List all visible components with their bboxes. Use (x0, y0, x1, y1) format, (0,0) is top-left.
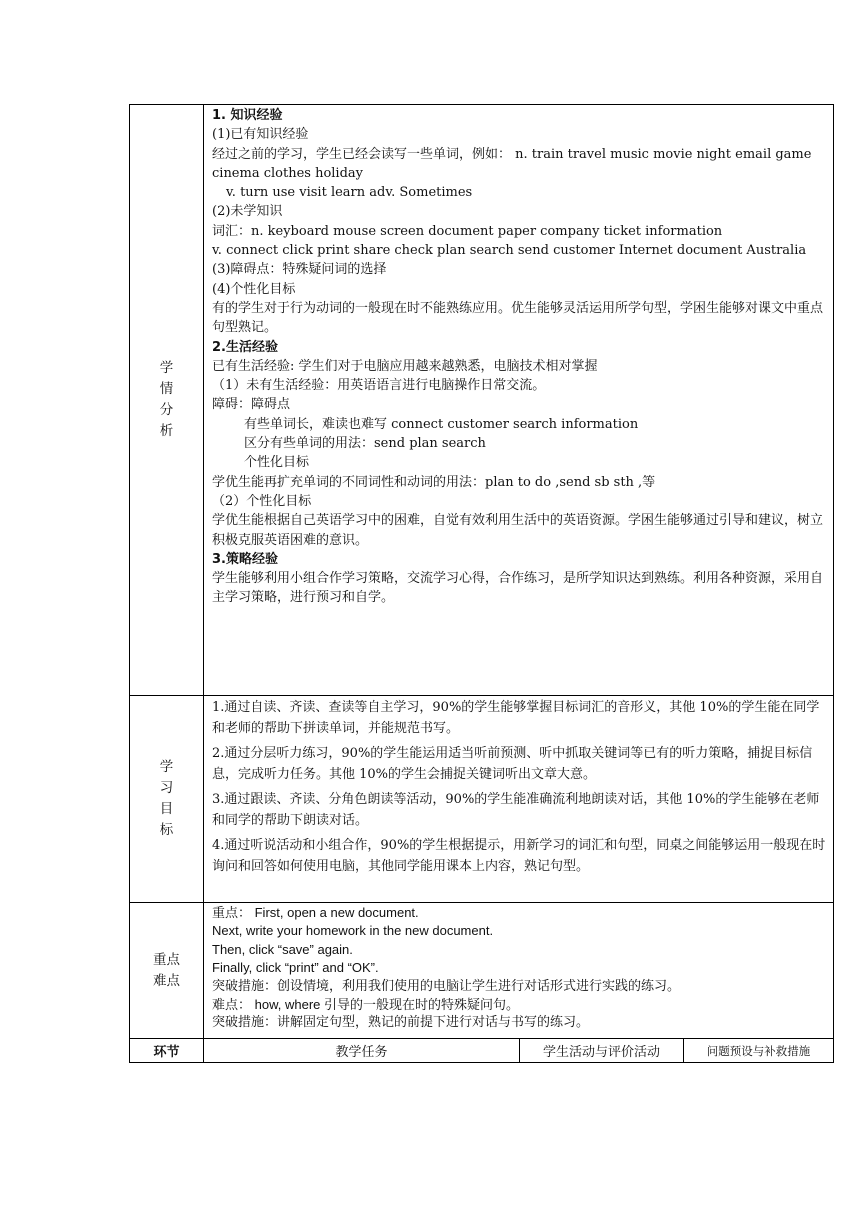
footer-col-activity: 学生活动与评价活动 (520, 1039, 684, 1063)
analysis-line: 学优生能根据自己英语学习中的困难，自觉有效利用生活中的英语资源。学困生能够通过引导和建议，树立积极克服英语困难的意识。 (212, 513, 824, 548)
analysis-line: （1）未有生活经验：用英语语言进行电脑操作日常交流。 (212, 378, 546, 394)
footer-row (130, 1039, 834, 1063)
footer-col-remedy: 问题预设与补救措施 (684, 1039, 834, 1063)
footer-col-stage: 环节 (130, 1039, 204, 1063)
keypoint-line: 突破措施：讲解固定句型，熟记的前提下进行对话与书写的练习。 (212, 1015, 590, 1031)
keypoint-line: Next, write your homework in the new document. (212, 923, 494, 939)
keypoint-line: 突破措施：创设情境，利用我们使用的电脑让学生进行对话形式进行实践的练习。 (212, 978, 681, 994)
keypoints-header (130, 903, 204, 1039)
analysis-line: 已有生活经验: 学生们对于电脑应用越来越熟悉，电脑技术相对掌握 (212, 358, 598, 374)
goal-item: 3.通过跟读、齐读、分角色朗读等活动，90%的学生能准确流利地朗读对话，其他 10%的学生能够在老师和同学的帮助下朗读对话。 (212, 792, 820, 828)
analysis-line: v. turn use visit learn adv. Sometimes (226, 185, 473, 201)
goals-row (130, 696, 834, 903)
analysis-row (130, 105, 834, 696)
analysis-header (130, 105, 204, 696)
header-char: 析 (159, 423, 174, 439)
analysis-line: 障碍：障碍点 (212, 397, 291, 413)
goal-item: 2.通过分层听力练习，90%的学生能运用适当听前预测、听中抓取关键词等已有的听力策略，捕捉目标信息，完成听力任务。其他 10%的学生会捕捉关键词听出文章大意。 (212, 746, 813, 782)
header-char: 学 (159, 759, 174, 775)
analysis-content (204, 105, 834, 696)
goal-item: 1.通过自读、齐读、查读等自主学习，90%的学生能够掌握目标词汇的音形义，其他 10%的学生能在同学和老师的帮助下拼读单词，并能规范书写。 (212, 700, 820, 736)
header-line: 重点 (153, 951, 180, 968)
goal-item: 4.通过听说活动和小组合作，90%的学生根据提示，用新学习的词汇和句型，同桌之间能够运用一般现在时询问和回答如何使用电脑，其他同学能用课本上内容，熟记句型。 (212, 838, 826, 874)
header-char: 目 (159, 801, 174, 817)
analysis-line: 学生能够利用小组合作学习策略，交流学习心得，合作练习，是所学知识达到熟练。利用各种资源，采用自主学习策略，进行预习和自学。 (212, 571, 824, 606)
analysis-line: 经过之前的学习，学生已经会读写一些单词，例如： n. train travel music movie night email game cinema clothes holiday (212, 146, 812, 181)
keypoint-line: 难点： how, where 引导的一般现在时的特殊疑问句。 (212, 997, 519, 1013)
keypoints-row (130, 903, 834, 1039)
keypoint-line: Finally, click “print” and “OK”. (212, 960, 379, 976)
keypoint-line: 重点： First, open a new document. (212, 905, 419, 920)
analysis-line: 有些单词长，难读也难写 connect customer search information (244, 416, 639, 432)
goals-content (204, 696, 834, 903)
analysis-line: 1. 知识经验 (212, 108, 283, 123)
analysis-line: (4)个性化目标 (212, 281, 296, 297)
analysis-line: 个性化目标 (244, 455, 310, 471)
analysis-line: 2.生活经验 (212, 339, 278, 355)
analysis-line: 有的学生对于行为动词的一般现在时不能熟练应用。优生能够灵活运用所学句型，学困生能够对课文中重点句型熟记。 (212, 300, 824, 336)
analysis-line: (2)未学知识 (212, 204, 283, 220)
footer-col-task: 教学任务 (204, 1039, 520, 1063)
analysis-line: 词汇：n. keyboard mouse screen document paper company ticket information (212, 223, 723, 239)
header-char: 习 (159, 780, 174, 796)
header-char: 标 (159, 822, 174, 838)
keypoint-line: Then, click “save” again. (212, 941, 353, 957)
goals-header (130, 696, 204, 903)
analysis-line: (3)障碍点：特殊疑问词的选择 (212, 262, 387, 278)
header-char: 分 (159, 402, 174, 418)
analysis-line: (1)已有知识经验 (212, 127, 309, 143)
analysis-line: v. connect click print share check plan search send customer Internet document Australia (212, 243, 807, 259)
header-line: 难点 (153, 972, 180, 989)
analysis-line: 区分有些单词的用法：send plan search (244, 436, 486, 452)
analysis-line: （2）个性化目标 (212, 493, 312, 509)
header-char: 学 (159, 360, 174, 376)
analysis-line: 3.策略经验 (212, 551, 278, 567)
lesson-plan-table (129, 104, 834, 1063)
analysis-line: 学优生能再扩充单词的不同词性和动词的用法：plan to do ,send sb sth ,等 (212, 474, 656, 490)
keypoints-content (204, 903, 834, 1039)
header-char: 情 (159, 381, 174, 397)
